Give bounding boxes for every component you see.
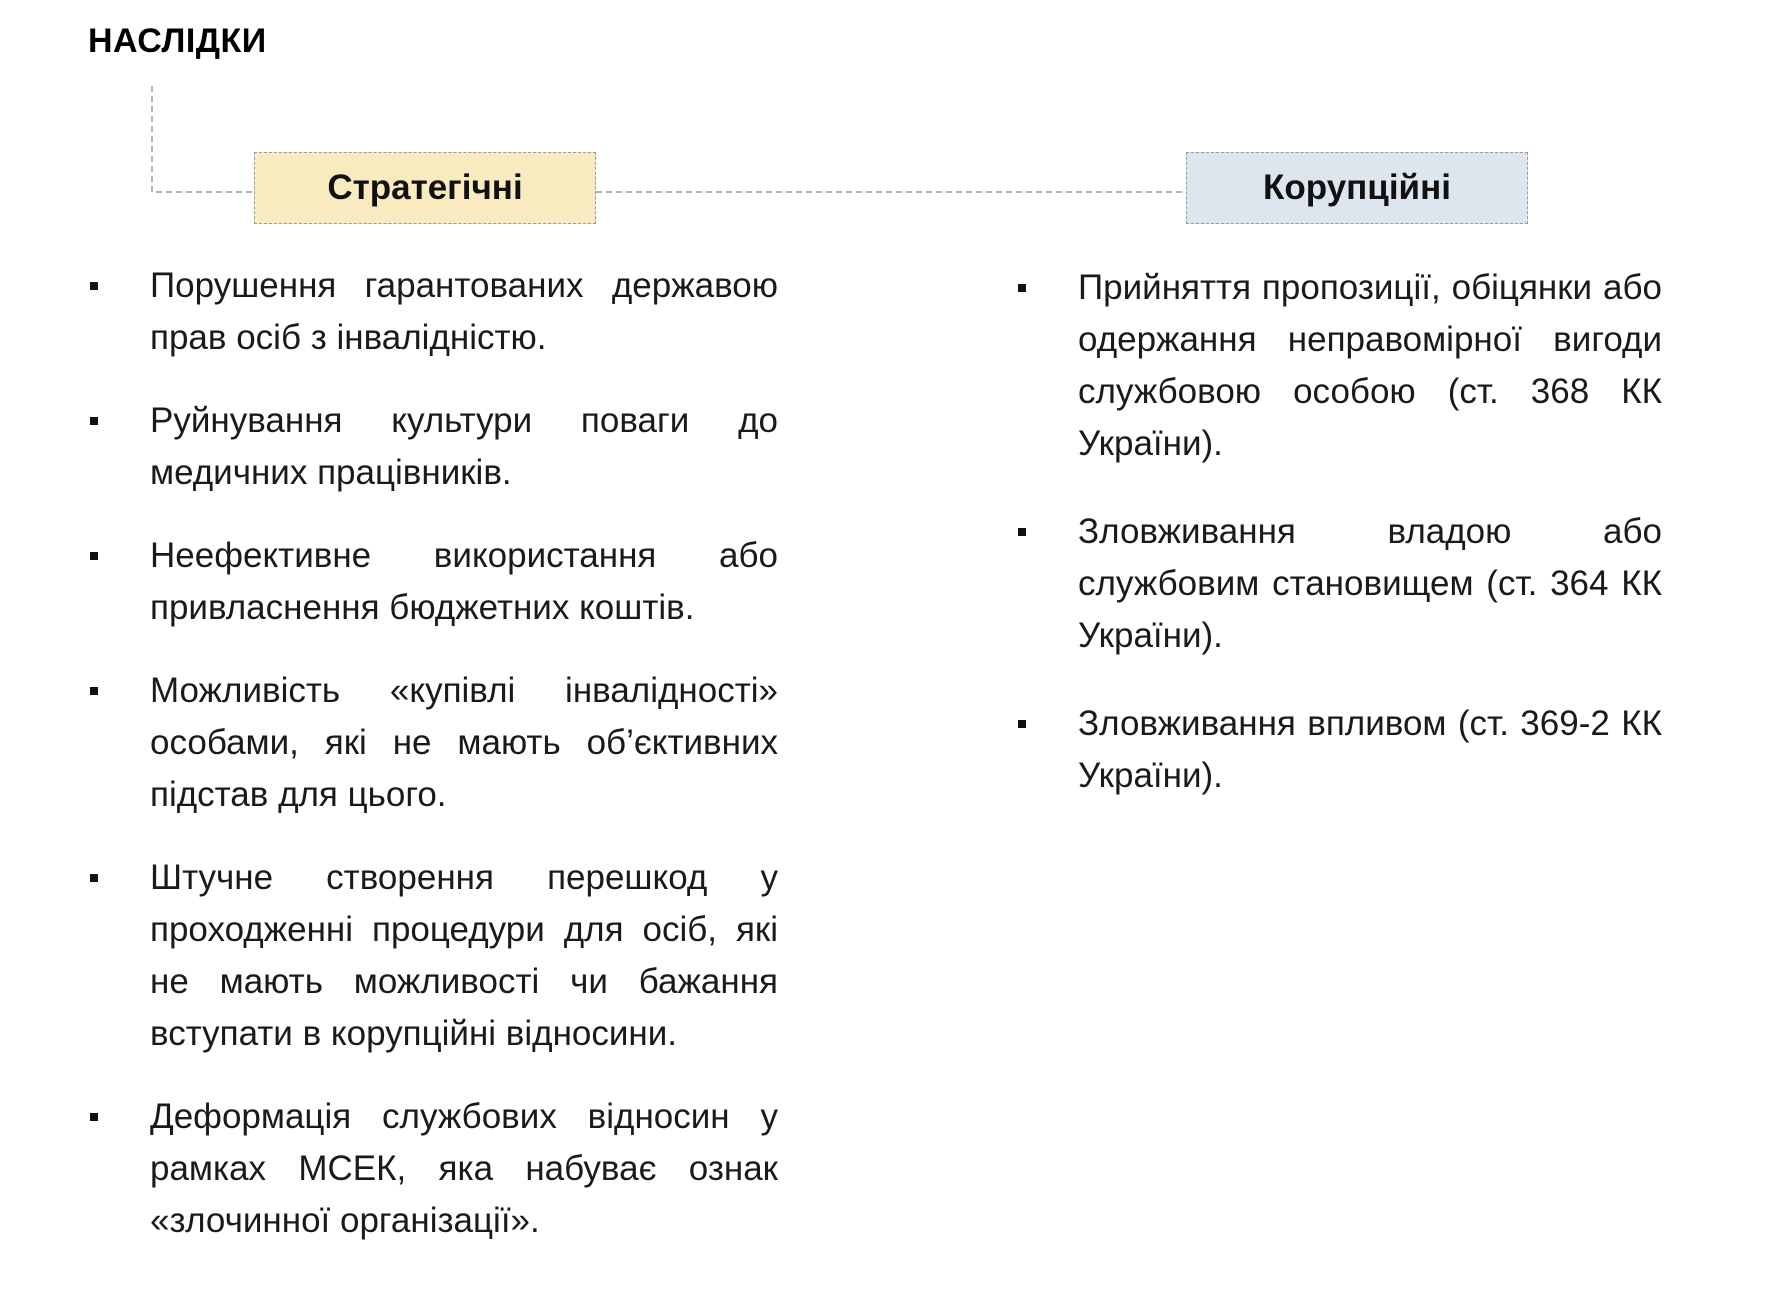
list-item <box>88 1091 778 1247</box>
strategic-category-label: Стратегічні <box>327 168 523 207</box>
strategic-category-box <box>254 152 596 224</box>
square-bullet-icon <box>1018 720 1026 728</box>
list-item <box>1016 698 1662 802</box>
square-bullet-icon <box>90 1113 98 1121</box>
square-bullet-icon <box>90 687 98 695</box>
list-item-text: Прийняття пропозиції, обіцянки або одержання неправомірної вигоди службовою особою (ст. 368 КК України). <box>1078 268 1662 463</box>
list-item-text: Штучне створення перешкод у проходженні процедури для осіб, які не мають можливості чи бажання вступати в корупційні відносини. <box>150 858 778 1053</box>
corruption-consequences-list <box>1016 262 1662 838</box>
square-bullet-icon <box>90 874 98 882</box>
square-bullet-icon <box>1018 284 1026 292</box>
corruption-category-box <box>1186 152 1528 224</box>
list-item-text: Можливість «купівлі інвалідності» особами, які не мають об’єктивних підстав для цього. <box>150 671 778 814</box>
list-item-text: Руйнування культури поваги до медичних працівників. <box>150 401 778 492</box>
list-item <box>1016 262 1662 470</box>
corruption-category-label: Корупційні <box>1263 168 1451 207</box>
square-bullet-icon <box>90 552 98 560</box>
square-bullet-icon <box>90 417 98 425</box>
list-item <box>88 260 778 364</box>
list-item-text: Деформація службових відносин у рамках МСЕК, яка набуває ознак «злочинної організації». <box>150 1097 778 1240</box>
page-title: НАСЛІДКИ <box>88 22 267 60</box>
square-bullet-icon <box>90 282 98 290</box>
list-item <box>88 530 778 634</box>
square-bullet-icon <box>1018 528 1026 536</box>
list-item <box>88 665 778 821</box>
strategic-consequences-list <box>88 260 778 1278</box>
list-item-text: Зловживання владою або службовим становищем (ст. 364 КК України). <box>1078 512 1662 655</box>
list-item <box>1016 506 1662 662</box>
list-item-text: Неефективне використання або привласнення бюджетних коштів. <box>150 536 778 627</box>
list-item <box>88 395 778 499</box>
list-item-text: Порушення гарантованих державою прав осіб з інвалідністю. <box>150 266 778 357</box>
list-item-text: Зловживання впливом (ст. 369-2 КК України). <box>1078 704 1662 795</box>
title-connector-line <box>152 86 254 192</box>
list-item <box>88 852 778 1060</box>
